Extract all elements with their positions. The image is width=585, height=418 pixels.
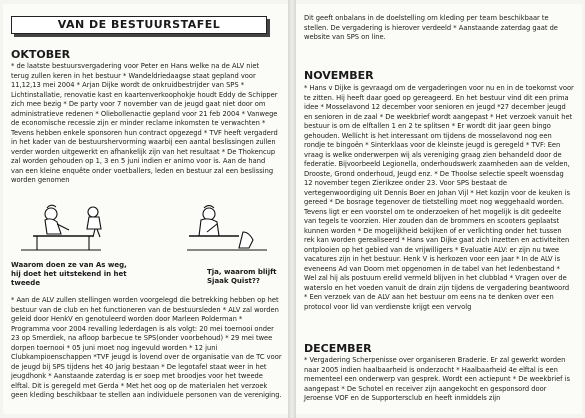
oktober-text: * de laatste bestuursvergadering voor Peter en Hans welke na de ALV niet terug zullen keren in het bestuur * Wandeldriedaagse staat gepland voor 11,12,13 mei 2004 * Arjan Dijke wordt de onkruidbestrijder van SPS * Lichtinstallatie, renovatie kast en kaartenverkoophokje houdt Eddy de Schipper zich mee bezig * De party voor 7 november van de jeugd gaat niet door om administratieve redenen * Oliebollenactie gepland voor 21 feb 2004 * Vanwege de economische recessie zijn er minder reclame inkomsten te verwachten * Tevens hebben enkele sponsoren hun contract opgezegd * TVF heeft vergaderd in het kader van de bestuurshervorming waarbij een aantal beslissingen zullen verder worden uitgewerkt en afhankelijk zijn van het resultaat * De Thokencup zal worden gehouden op 1, 3 en 5 juni indien er animo voor is. Aan de hand van een kleine enquête onder voetballers, leden en bestuur zal een beslissing worden genomen [11, 62, 278, 184]
left-page [3, 4, 288, 414]
cartoon-caption-left: Waarom doen ze van As weg, hij doet het uitstekend in het tweede [11, 261, 127, 287]
cartoon-middle-figure [87, 207, 101, 237]
page-title: VAN DE BESTUURSTAFEL [11, 16, 267, 34]
heading-oktober: OKTOBER [11, 48, 71, 61]
heading-november: NOVEMBER [304, 69, 374, 82]
december-text: * Vergadering Scherpenisse over organiseren Braderie. Er zal gewerkt worden naar 2005 indien haalbaarheid is onderzocht * Haalbaarheid 4e elftal is een mementeel een onderwerp van gesprek. Wordt een actiepunt * De weekbrief is aangepast * De Schotel en receiver zijn aangekocht en gesponsord door Jeroense VOF en de Supportersclub en heeft inmiddels zijn [304, 356, 571, 402]
intro-text: Dit geeft onbalans in de doelstelling om kleding per team beschikbaar te stellen. De vergadering is hierover verdeeld * Aanstaande zaterdag gaat de website van SPS on line. [304, 14, 558, 41]
heading-december: DECEMBER [304, 342, 372, 355]
bottom-text: * Aan de ALV zullen stellingen worden voorgelegd die betrekking hebben op het bestuur van de club en het functioneren van de bestuursleden * ALV zal worden geleid door HenkV en genotuleerd worden door Marleen Polderman * Programma voor 2004 revalling lederdagen is als volgt: 20 mei toernooi onder 23 op Smerdiek, na afloop barbecue te SPS(onder voorbehoud) * 29 mei twee dorpen toernooi * 05 juni moet nog ingevuld worden * 12 juni Clubkampioenschappen *TVF jeugd is lovend over de organisatie van de TC voor de jeugd bij SPS tijdens het 40 jarig bestaan * De legotafel staat weer in het jeugdhonk * Aanstaande zaterdag is er soep met broodjes voor het tweede elftal. Dit is geregeld met Gerda * Met het oog op de materialen het verzoek geen kleding beschikbaar te stellen aan individuele personen van de vereniging. [11, 296, 282, 399]
title-banner [11, 16, 273, 38]
cartoon-right-figure [187, 206, 267, 251]
cartoon-caption-right: Tja, waarom blijft Sjaak Quist?? [207, 268, 277, 285]
right-page [296, 4, 582, 414]
booklet-spine [288, 0, 296, 418]
november-text: * Hans v Dijke is gevraagd om de vergaderingen voor nu en in de toekomst voor te zitten. Hij heeft daar goed op gereageerd. En het bestuur vind dit een prima idee * Mosselavond 12 december voor senioren en jeugd *27 december jeugd en senioren in de zaal * De weekbrief wordt aangepast * Het verzoek vanuit het bestuur is om de elftallen 1 en 2 te splitsen * Er wordt dit jaar geen bingo gehouden. Wellicht is het interessant om tijdens de mosselavond nog een rondje te bingoën * Sinterklaas voor de kleinste jeugd is geregeld * TVF: Een vraag is welke onderwerpen wij als vereniging graag zien behandeld door de federatie. Bijvoorbeeld Legionella, onderhoudswerk zaamheden aan de velden, Drooste, Grond onderhoud, Jeugd enz. * De Thoolse selectie speelt woensdag 12 november tegen Zierikzee onder 23. Voor SPS bestaat de vertegenwoordiging uit Dennis Boer en Johan Vijl * Het kozijn voor de keuken is gereed * De bosrage tegenover de tietstelling moet nog weggehaald worden. Tevens ligt er een voorstel om te onderzoeken of het mogelijk is dit gedeelte van tegels te voorzien. Hier zouden dan de brommers en scooters geplaatst kunnen worden * De mogelijkheid bekijken of er verlichting onder het tussen rek kan worden gerealiseerd * Hans van Dijke gaat zich inzetten en activiteiten ontplooien op het gebied van de vrijwilligers * Evaluatie ALV: er zijn nu twee vacatures zijn in het bestuur. Henk V is herkozen voor een jaar * In de ALV is eveneens Ad van Doorn met opgenomen in de tabel van het ledenbestand * Wel zal hij als postuum erelid vermeld blijven in het clubblad * Vragen over de waterslo en het voeden vanuit de drain zijn tijdens de vergadering beantwoord * Een verzoek van de ALV aan het bestuur om eens na te denken over een protocol voor lid van verdienste krijgt een vervolg [304, 84, 574, 311]
